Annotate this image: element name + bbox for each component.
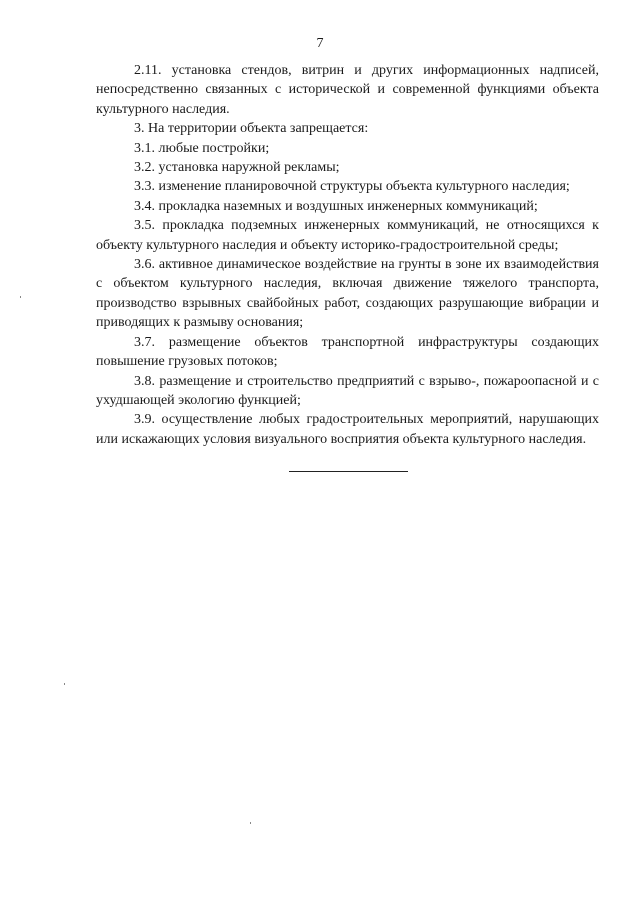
paragraph-3-8: 3.8. размещение и строительство предприятий с взрыво-, пожароопасной и с ухудшающей экологию функцией;: [96, 373, 599, 408]
paragraph-3-3: 3.3. изменение планировочной структуры объекта культурного наследия;: [134, 179, 570, 195]
scan-speck: [250, 822, 251, 824]
paragraph-3-4: 3.4. прокладка наземных и воздушных инженерных коммуникаций;: [134, 198, 538, 214]
paragraph-2-11: 2.11. установка стендов, витрин и других информационных надписей, непосредственно связанных с исторической и современной функциями объекта культурного наследия.: [96, 63, 599, 117]
paragraph-3-7: 3.7. размещение объектов транспортной инфраструктуры создающих повышение грузовых потоков;: [96, 334, 599, 370]
document-body: [96, 61, 599, 449]
paragraph-3-2: 3.2. установка наружной рекламы;: [134, 160, 340, 176]
end-divider-line: [289, 471, 408, 472]
paragraph-3-1: 3.1. любые постройки;: [134, 140, 270, 156]
scan-speck: [20, 296, 21, 298]
page-number: 7: [316, 36, 324, 51]
paragraph-3-9: 3.9. осуществление любых градостроительных мероприятий, нарушающих или искажающих условия визуального восприятия объекта культурного наследия.: [96, 412, 599, 447]
paragraph-3-heading: 3. На территории объекта запрещается:: [134, 121, 369, 137]
paragraph-3-5: 3.5. прокладка подземных инженерных коммуникаций, не относящихся к объекту культурного наследия и объекту историко-градостроительной среды;: [96, 218, 599, 253]
scan-speck: [64, 683, 65, 685]
paragraph-3-6: 3.6. активное динамическое воздействие на грунты в зоне их взаимодействия с объектом культурного наследия, включая движение тяжелого транспорта, производство взрывных свайбойных работ, создающих разрушающие вибрации и приводящих к размыву основания;: [96, 257, 599, 331]
